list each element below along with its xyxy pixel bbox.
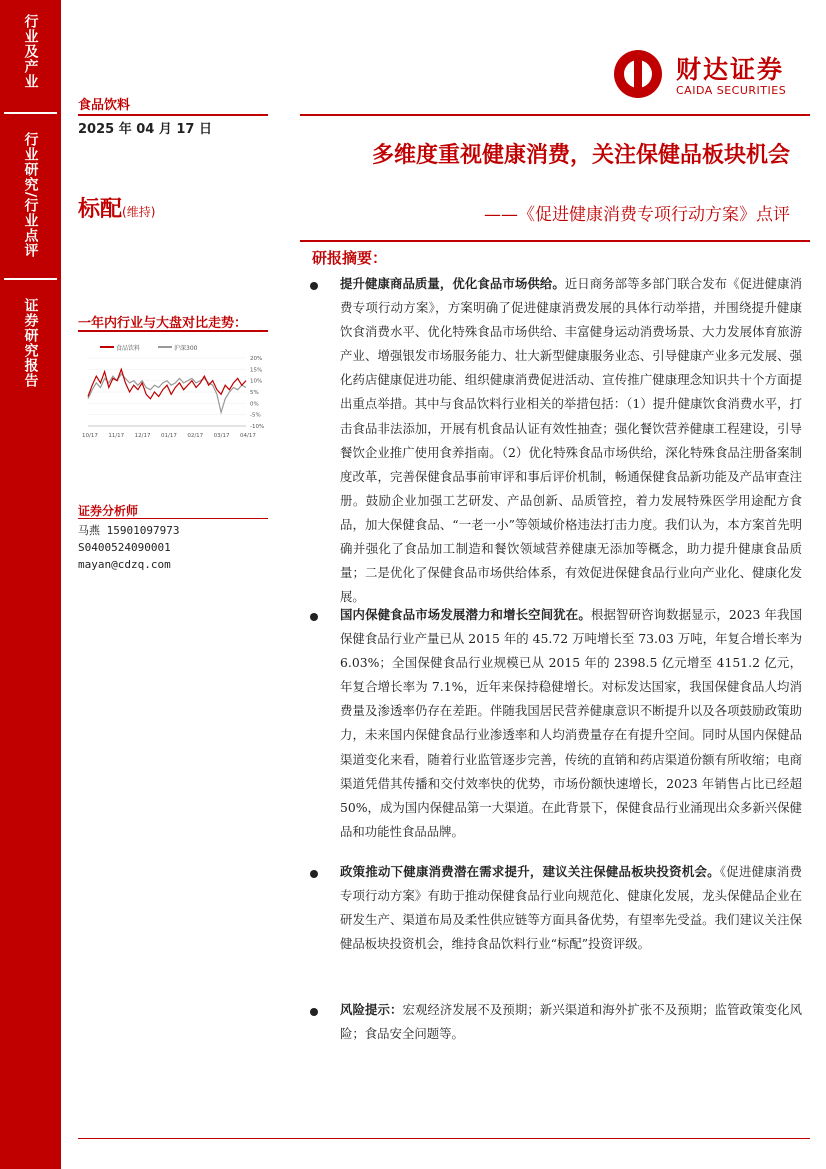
sidebar-section-research: 行业研究/行业点评 (22, 132, 39, 259)
summary-paragraph-1 (340, 272, 802, 609)
analyst-divider (78, 518, 268, 519)
left-divider (78, 114, 268, 116)
legend-label-industry: 食品饮料 (116, 345, 141, 352)
brand-name-en: CAIDA SECURITIES (676, 84, 787, 97)
summary-divider (300, 240, 810, 242)
summary-paragraph-3 (340, 860, 802, 956)
brand-name-cn: 财达证券 (676, 55, 785, 84)
y-tick-label: 20% (250, 356, 263, 362)
y-tick-label: 15% (250, 367, 263, 374)
rating-block (78, 192, 268, 223)
rating-value: 标配 (78, 197, 123, 222)
y-tick-label: 5% (250, 390, 259, 396)
x-tick-label: 04/17 (240, 433, 256, 439)
sidebar-section-industry: 行业及产业 (22, 14, 39, 89)
paragraph-lead: 国内保健食品市场发展潜力和增长空间犹在。 (340, 607, 591, 622)
x-tick-label: 03/17 (213, 433, 230, 439)
analyst-cert: S0400524090001 (78, 541, 171, 554)
paragraph-body: 宏观经济发展不及预期；新兴渠道和海外扩张不及预期；监管政策变化风险；食品安全问题等。 (340, 1002, 803, 1042)
footer-divider (78, 1138, 810, 1139)
x-tick-label: 11/17 (108, 433, 125, 439)
bullet-icon (310, 870, 318, 878)
chart-divider (78, 330, 268, 332)
summary-heading: 研报摘要： (312, 249, 388, 267)
company-logo (612, 48, 802, 100)
report-date: 2025 年 04 月 17 日 (78, 122, 212, 137)
bullet-icon (310, 613, 318, 621)
chart-heading: 一年内行业与大盘对比走势： (78, 316, 248, 331)
paragraph-body: 近日商务部等多部门联合发布《促进健康消费专项行动方案》，方案明确了促进健康消费发展的具体行动举措，并围绕提升健康饮食消费水平、优化特殊食品市场供给、丰富健身运动消费场景、大力发展体育旅游产业、增强银发市场服务能力、壮大新型健康服务业态、引导健康产业多元发展、强化药店健康促进功能、组织健康消费促进活动、宣传推广健康理念知识共十个方面提出重点举措。其中与食品饮料行业相关的举措包括：（1）提升健康饮食消费水平，打击食品非法添加，开展有机食品认证有效性抽查；强化餐饮营养健康工程建设，引导餐饮企业推广使用食养指南。（2）优化特殊食品市场供给，深化特殊食品注册备案制度改革，完善保健食品事前审评和事后评价机制，畅通保健食品新功能及产品审查注册。鼓励企业加强工艺研发、产品创新、品质管控，着力发展特殊医学用途配方食品，加大保健食品、“一老一小”等领域价格违法打击力度。我们认为，本方案首先明确并强化了食品加工制造和餐饮领域营养健康无添加等概念，助力提升健康食品质量；二是优化了保健食品市场供给体系，有效促进保健食品行业向产业化、健康化发展。 (340, 276, 803, 605)
sidebar-divider (4, 278, 57, 280)
bullet-icon (310, 1008, 318, 1016)
paragraph-lead: 风险提示： (340, 1002, 403, 1017)
sidebar-divider (4, 112, 57, 114)
paragraph-body: 《促进健康消费专项行动方案》有助于推动保健食品行业向规范化、健康化发展，龙头保健品企业在研发生产、渠道布局及柔性供应链等方面具备优势，有望率先受益。我们建议关注保健品板块投资机会，维持食品饮料行业“标配”投资评级。 (340, 864, 803, 952)
analyst-email[interactable]: mayan@cdzq.com (78, 558, 171, 571)
summary-paragraph-2 (340, 603, 802, 844)
analyst-heading: 证券分析师 (78, 504, 139, 518)
analyst-name-phone: 马燕 15901097973 (78, 524, 180, 537)
x-tick-label: 01/17 (161, 433, 177, 439)
header-divider (300, 114, 810, 116)
paragraph-lead: 政策推动下健康消费潜在需求提升，建议关注保健品板块投资机会。 (340, 864, 720, 879)
legend-label-index: 沪深300 (174, 345, 198, 352)
caida-logo-icon (612, 48, 668, 100)
series-line-industry (88, 369, 246, 399)
sidebar (0, 0, 61, 1169)
y-tick-label: -10% (250, 424, 265, 430)
x-tick-label: 02/17 (187, 433, 204, 439)
analyst-info (78, 522, 268, 573)
y-tick-label: -5% (250, 412, 261, 419)
x-tick-label: 12/17 (134, 433, 151, 439)
industry-label: 食品饮料 (78, 98, 131, 113)
sidebar-section-report: 证券研究报告 (22, 298, 39, 388)
page-title: 多维度重视健康消费，关注保健品板块机会 (371, 143, 790, 168)
y-tick-label: 0% (250, 401, 259, 408)
rating-note: (维持) (122, 205, 156, 219)
comparison-chart (78, 334, 268, 440)
paragraph-body: 根据智研咨询数据显示，2023 年我国保健食品行业产量已从 2015 年的 45.72 万吨增长至 73.03 万吨，年复合增长率为 6.03%；全国保健食品行业规模已从 2015 年的 2398.5 亿元增至 4151.2 亿元，年复合增长率为 7.1%，近年来保持稳健增长。对标发达国家，我国保健食品人均消费量及渗透率仍存在差距。伴随我国居民营养健康意识不断提升以及各项鼓励政策助力，未来国内保健食品行业渗透率和人均消费量存在有提升空间。同时从国内保健品渠道变化来看，随着行业监管逐步完善，传统的直销和药店渠道份额有所收缩；电商渠道凭借其传播和交付效率快的优势，市场份额快速增长，2023 年销售占比已经超 50%，成为国内保健品第一大渠道。在此背景下，保健食品行业涌现出众多新兴保健品和功能性食品品牌。 (340, 607, 803, 839)
y-tick-label: 10% (250, 378, 263, 385)
risk-paragraph (340, 998, 802, 1046)
x-tick-label: 10/17 (82, 433, 98, 439)
bullet-icon (310, 282, 318, 290)
paragraph-lead: 提升健康商品质量，优化食品市场供给。 (340, 276, 565, 291)
page-subtitle: ——《促进健康消费专项行动方案》点评 (484, 205, 790, 225)
line-chart (78, 334, 268, 440)
